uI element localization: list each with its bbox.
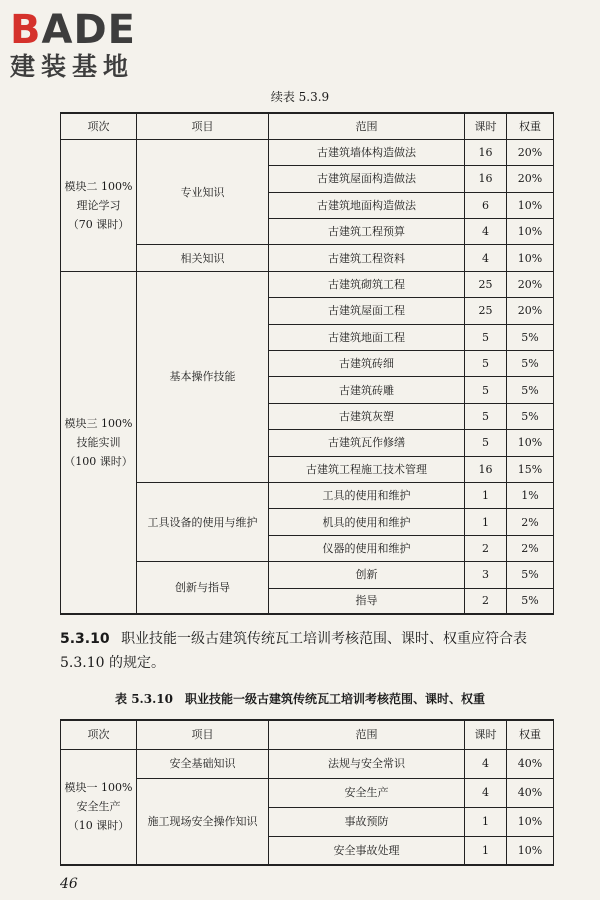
range-cell: 法规与安全常识 xyxy=(269,749,465,778)
range-cell: 古建筑墙体构造做法 xyxy=(269,139,465,165)
range-cell: 仪器的使用和维护 xyxy=(269,535,465,561)
module-name: 模块二 100% xyxy=(64,179,133,193)
header-cell: 范围 xyxy=(269,113,465,139)
group-cell: 基本操作技能 xyxy=(137,271,269,482)
hours-cell: 2 xyxy=(465,588,507,614)
table-header-row xyxy=(61,113,554,139)
hours-cell: 16 xyxy=(465,456,507,482)
hours-cell: 4 xyxy=(465,749,507,778)
hours-cell: 1 xyxy=(465,509,507,535)
group-cell: 工具设备的使用与维护 xyxy=(137,482,269,561)
module-cell xyxy=(61,749,137,865)
range-cell: 古建筑砖雕 xyxy=(269,377,465,403)
hours-cell: 5 xyxy=(465,430,507,456)
hours-cell: 25 xyxy=(465,271,507,297)
hours-cell: 6 xyxy=(465,192,507,218)
module-hours: （10 课时） xyxy=(67,819,130,833)
hours-cell: 3 xyxy=(465,562,507,588)
weight-cell: 5% xyxy=(507,403,554,429)
header-cell: 项目 xyxy=(137,113,269,139)
header-cell: 项目 xyxy=(137,720,269,749)
group-cell: 专业知识 xyxy=(137,139,269,245)
hours-cell: 1 xyxy=(465,482,507,508)
clause-paragraph xyxy=(60,627,555,675)
hours-cell: 16 xyxy=(465,139,507,165)
group-cell: 创新与指导 xyxy=(137,562,269,615)
range-cell: 古建筑地面构造做法 xyxy=(269,192,465,218)
range-cell: 安全事故处理 xyxy=(269,836,465,865)
weight-cell: 10% xyxy=(507,430,554,456)
range-cell: 古建筑工程施工技术管理 xyxy=(269,456,465,482)
weight-cell: 5% xyxy=(507,588,554,614)
table2 xyxy=(60,719,554,866)
table-header-row xyxy=(61,720,554,749)
range-cell: 古建筑工程资料 xyxy=(269,245,465,271)
hours-cell: 1 xyxy=(465,807,507,836)
weight-cell: 20% xyxy=(507,139,554,165)
range-cell: 工具的使用和维护 xyxy=(269,482,465,508)
hours-cell: 5 xyxy=(465,403,507,429)
range-cell: 创新 xyxy=(269,562,465,588)
weight-cell: 1% xyxy=(507,482,554,508)
module-subject: 技能实训 xyxy=(76,436,121,450)
weight-cell: 15% xyxy=(507,456,554,482)
logo xyxy=(10,8,180,82)
module-subject: 安全生产 xyxy=(76,800,121,814)
module-subject: 理论学习 xyxy=(76,198,121,212)
range-cell: 古建筑砖细 xyxy=(269,351,465,377)
weight-cell: 40% xyxy=(507,778,554,807)
group-cell: 安全基础知识 xyxy=(137,749,269,778)
table-row xyxy=(61,139,554,165)
hours-cell: 25 xyxy=(465,298,507,324)
range-cell: 安全生产 xyxy=(269,778,465,807)
range-cell: 指导 xyxy=(269,588,465,614)
clause-text: 职业技能一级古建筑传统瓦工培训考核范围、课时、权重应符合表 5.3.10 的规定。 xyxy=(60,631,528,671)
range-cell: 古建筑屋面构造做法 xyxy=(269,166,465,192)
weight-cell: 2% xyxy=(507,535,554,561)
weight-cell: 10% xyxy=(507,836,554,865)
range-cell: 古建筑工程预算 xyxy=(269,219,465,245)
range-cell: 机具的使用和维护 xyxy=(269,509,465,535)
weight-cell: 20% xyxy=(507,166,554,192)
table2-caption: 表 5.3.10 职业技能一级古建筑传统瓦工培训考核范围、课时、权重 xyxy=(115,692,485,706)
hours-cell: 2 xyxy=(465,535,507,561)
weight-cell: 5% xyxy=(507,351,554,377)
header-cell: 课时 xyxy=(465,720,507,749)
logo-subtitle: 建装基地 xyxy=(10,52,135,81)
weight-cell: 2% xyxy=(507,509,554,535)
weight-cell: 5% xyxy=(507,562,554,588)
weight-cell: 20% xyxy=(507,271,554,297)
header-cell: 权重 xyxy=(507,113,554,139)
weight-cell: 10% xyxy=(507,219,554,245)
weight-cell: 10% xyxy=(507,807,554,836)
range-cell: 古建筑屋面工程 xyxy=(269,298,465,324)
hours-cell: 5 xyxy=(465,351,507,377)
weight-cell: 10% xyxy=(507,192,554,218)
group-cell: 相关知识 xyxy=(137,245,269,271)
table-row xyxy=(61,271,554,297)
page-number: 46 xyxy=(60,876,78,892)
module-cell xyxy=(61,271,137,614)
range-cell: 事故预防 xyxy=(269,807,465,836)
header-cell: 课时 xyxy=(465,113,507,139)
weight-cell: 10% xyxy=(507,245,554,271)
range-cell: 古建筑瓦作修缮 xyxy=(269,430,465,456)
hours-cell: 5 xyxy=(465,324,507,350)
range-cell: 古建筑地面工程 xyxy=(269,324,465,350)
hours-cell: 4 xyxy=(465,219,507,245)
module-name: 模块一 100% xyxy=(64,781,133,795)
range-cell: 古建筑砌筑工程 xyxy=(269,271,465,297)
module-hours: （100 课时） xyxy=(64,455,133,469)
range-cell: 古建筑灰塑 xyxy=(269,403,465,429)
weight-cell: 5% xyxy=(507,377,554,403)
table1 xyxy=(60,112,554,615)
header-cell: 项次 xyxy=(61,113,137,139)
table-row xyxy=(61,749,554,778)
clause-number: 5.3.10 xyxy=(60,631,110,647)
module-cell xyxy=(61,139,137,271)
hours-cell: 16 xyxy=(465,166,507,192)
hours-cell: 4 xyxy=(465,778,507,807)
hours-cell: 1 xyxy=(465,836,507,865)
weight-cell: 40% xyxy=(507,749,554,778)
weight-cell: 5% xyxy=(507,324,554,350)
module-name: 模块三 100% xyxy=(64,417,133,431)
header-cell: 项次 xyxy=(61,720,137,749)
hours-cell: 4 xyxy=(465,245,507,271)
weight-cell: 20% xyxy=(507,298,554,324)
module-hours: （70 课时） xyxy=(67,217,130,231)
logo-brand: BADE xyxy=(10,7,136,53)
table1-caption: 续表 5.3.9 xyxy=(270,90,330,104)
hours-cell: 5 xyxy=(465,377,507,403)
group-cell: 施工现场安全操作知识 xyxy=(137,778,269,865)
header-cell: 范围 xyxy=(269,720,465,749)
header-cell: 权重 xyxy=(507,720,554,749)
